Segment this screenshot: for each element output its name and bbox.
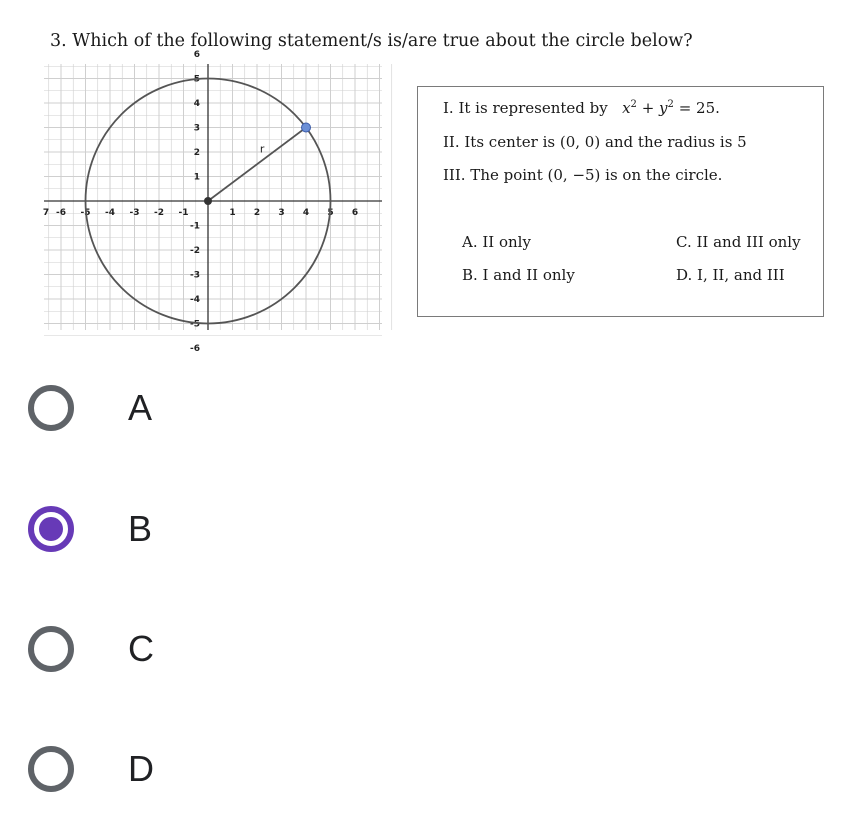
point-on-circle xyxy=(302,123,311,132)
x-tick-label-edge: 7 xyxy=(42,208,50,218)
grid-lines xyxy=(44,64,392,336)
radio-d[interactable] xyxy=(28,746,74,792)
statement-3: III. The point (0, −5) is on the circle. xyxy=(443,166,723,184)
y-tick-label: -6 xyxy=(190,344,200,354)
y-tick-label: -3 xyxy=(190,270,200,281)
question-title: 3. Which of the following statement/s is/are true about the circle below? xyxy=(50,31,693,51)
choice-a-text: A. II only xyxy=(462,233,531,251)
y-tick-label: 2 xyxy=(193,148,200,158)
radius-label: r xyxy=(259,142,265,156)
statement-2: II. Its center is (0, 0) and the radius is 5 xyxy=(443,133,747,151)
option-c[interactable] xyxy=(28,619,228,679)
y-tick-label: -1 xyxy=(190,221,200,232)
option-a-label: A xyxy=(128,387,153,428)
eq-plus: + xyxy=(641,99,655,117)
statements-box xyxy=(417,86,824,317)
x-tick-label: -5 xyxy=(80,208,91,218)
y-tick-label: -5 xyxy=(190,319,200,330)
eq-rhs: = 25. xyxy=(678,99,720,117)
tick-labels xyxy=(43,50,358,354)
y-tick-label: 5 xyxy=(193,74,200,85)
x-tick-label: 1 xyxy=(229,208,236,218)
option-c-label: C xyxy=(128,628,154,669)
choice-d-text: D. I, II, and III xyxy=(676,266,785,284)
radio-c[interactable] xyxy=(28,626,74,672)
option-b-label: B xyxy=(128,508,153,549)
x-tick-label: -2 xyxy=(154,208,164,218)
option-b[interactable] xyxy=(28,499,228,559)
option-d[interactable] xyxy=(28,739,228,799)
center-point xyxy=(204,197,212,205)
x-tick-label: 5 xyxy=(327,208,334,218)
radio-dot xyxy=(39,517,63,541)
y-tick-label: -2 xyxy=(190,246,200,256)
eq-x: x xyxy=(622,99,631,117)
eq-exp-1: 2 xyxy=(630,99,637,110)
option-d-label: D xyxy=(128,748,154,789)
x-tick-label: 2 xyxy=(253,208,261,218)
y-tick-label: 1 xyxy=(193,172,200,183)
x-tick-label: -6 xyxy=(56,208,66,218)
x-tick-label: -4 xyxy=(105,208,115,218)
y-tick-label: 6 xyxy=(193,50,200,60)
x-tick-label: 6 xyxy=(351,208,359,218)
choice-c-text: C. II and III only xyxy=(676,233,801,251)
statement-1-prefix: I. It is represented by xyxy=(443,99,608,117)
y-tick-label: 3 xyxy=(193,123,200,134)
eq-y: y xyxy=(659,99,668,117)
statement-1 xyxy=(443,99,720,117)
y-tick-label: 4 xyxy=(193,99,200,109)
equation xyxy=(613,99,720,117)
x-tick-label: -1 xyxy=(178,208,189,218)
option-a[interactable] xyxy=(28,378,228,438)
x-tick-label: -3 xyxy=(129,208,140,218)
radio-b-selected[interactable] xyxy=(28,506,74,552)
radio-a[interactable] xyxy=(28,385,74,431)
circle-graph xyxy=(40,50,390,354)
eq-exp-2: 2 xyxy=(667,99,674,110)
y-tick-label: -4 xyxy=(190,295,200,305)
x-tick-label: 3 xyxy=(278,208,285,218)
x-tick-label: 4 xyxy=(302,208,310,218)
choice-b-text: B. I and II only xyxy=(462,266,575,284)
